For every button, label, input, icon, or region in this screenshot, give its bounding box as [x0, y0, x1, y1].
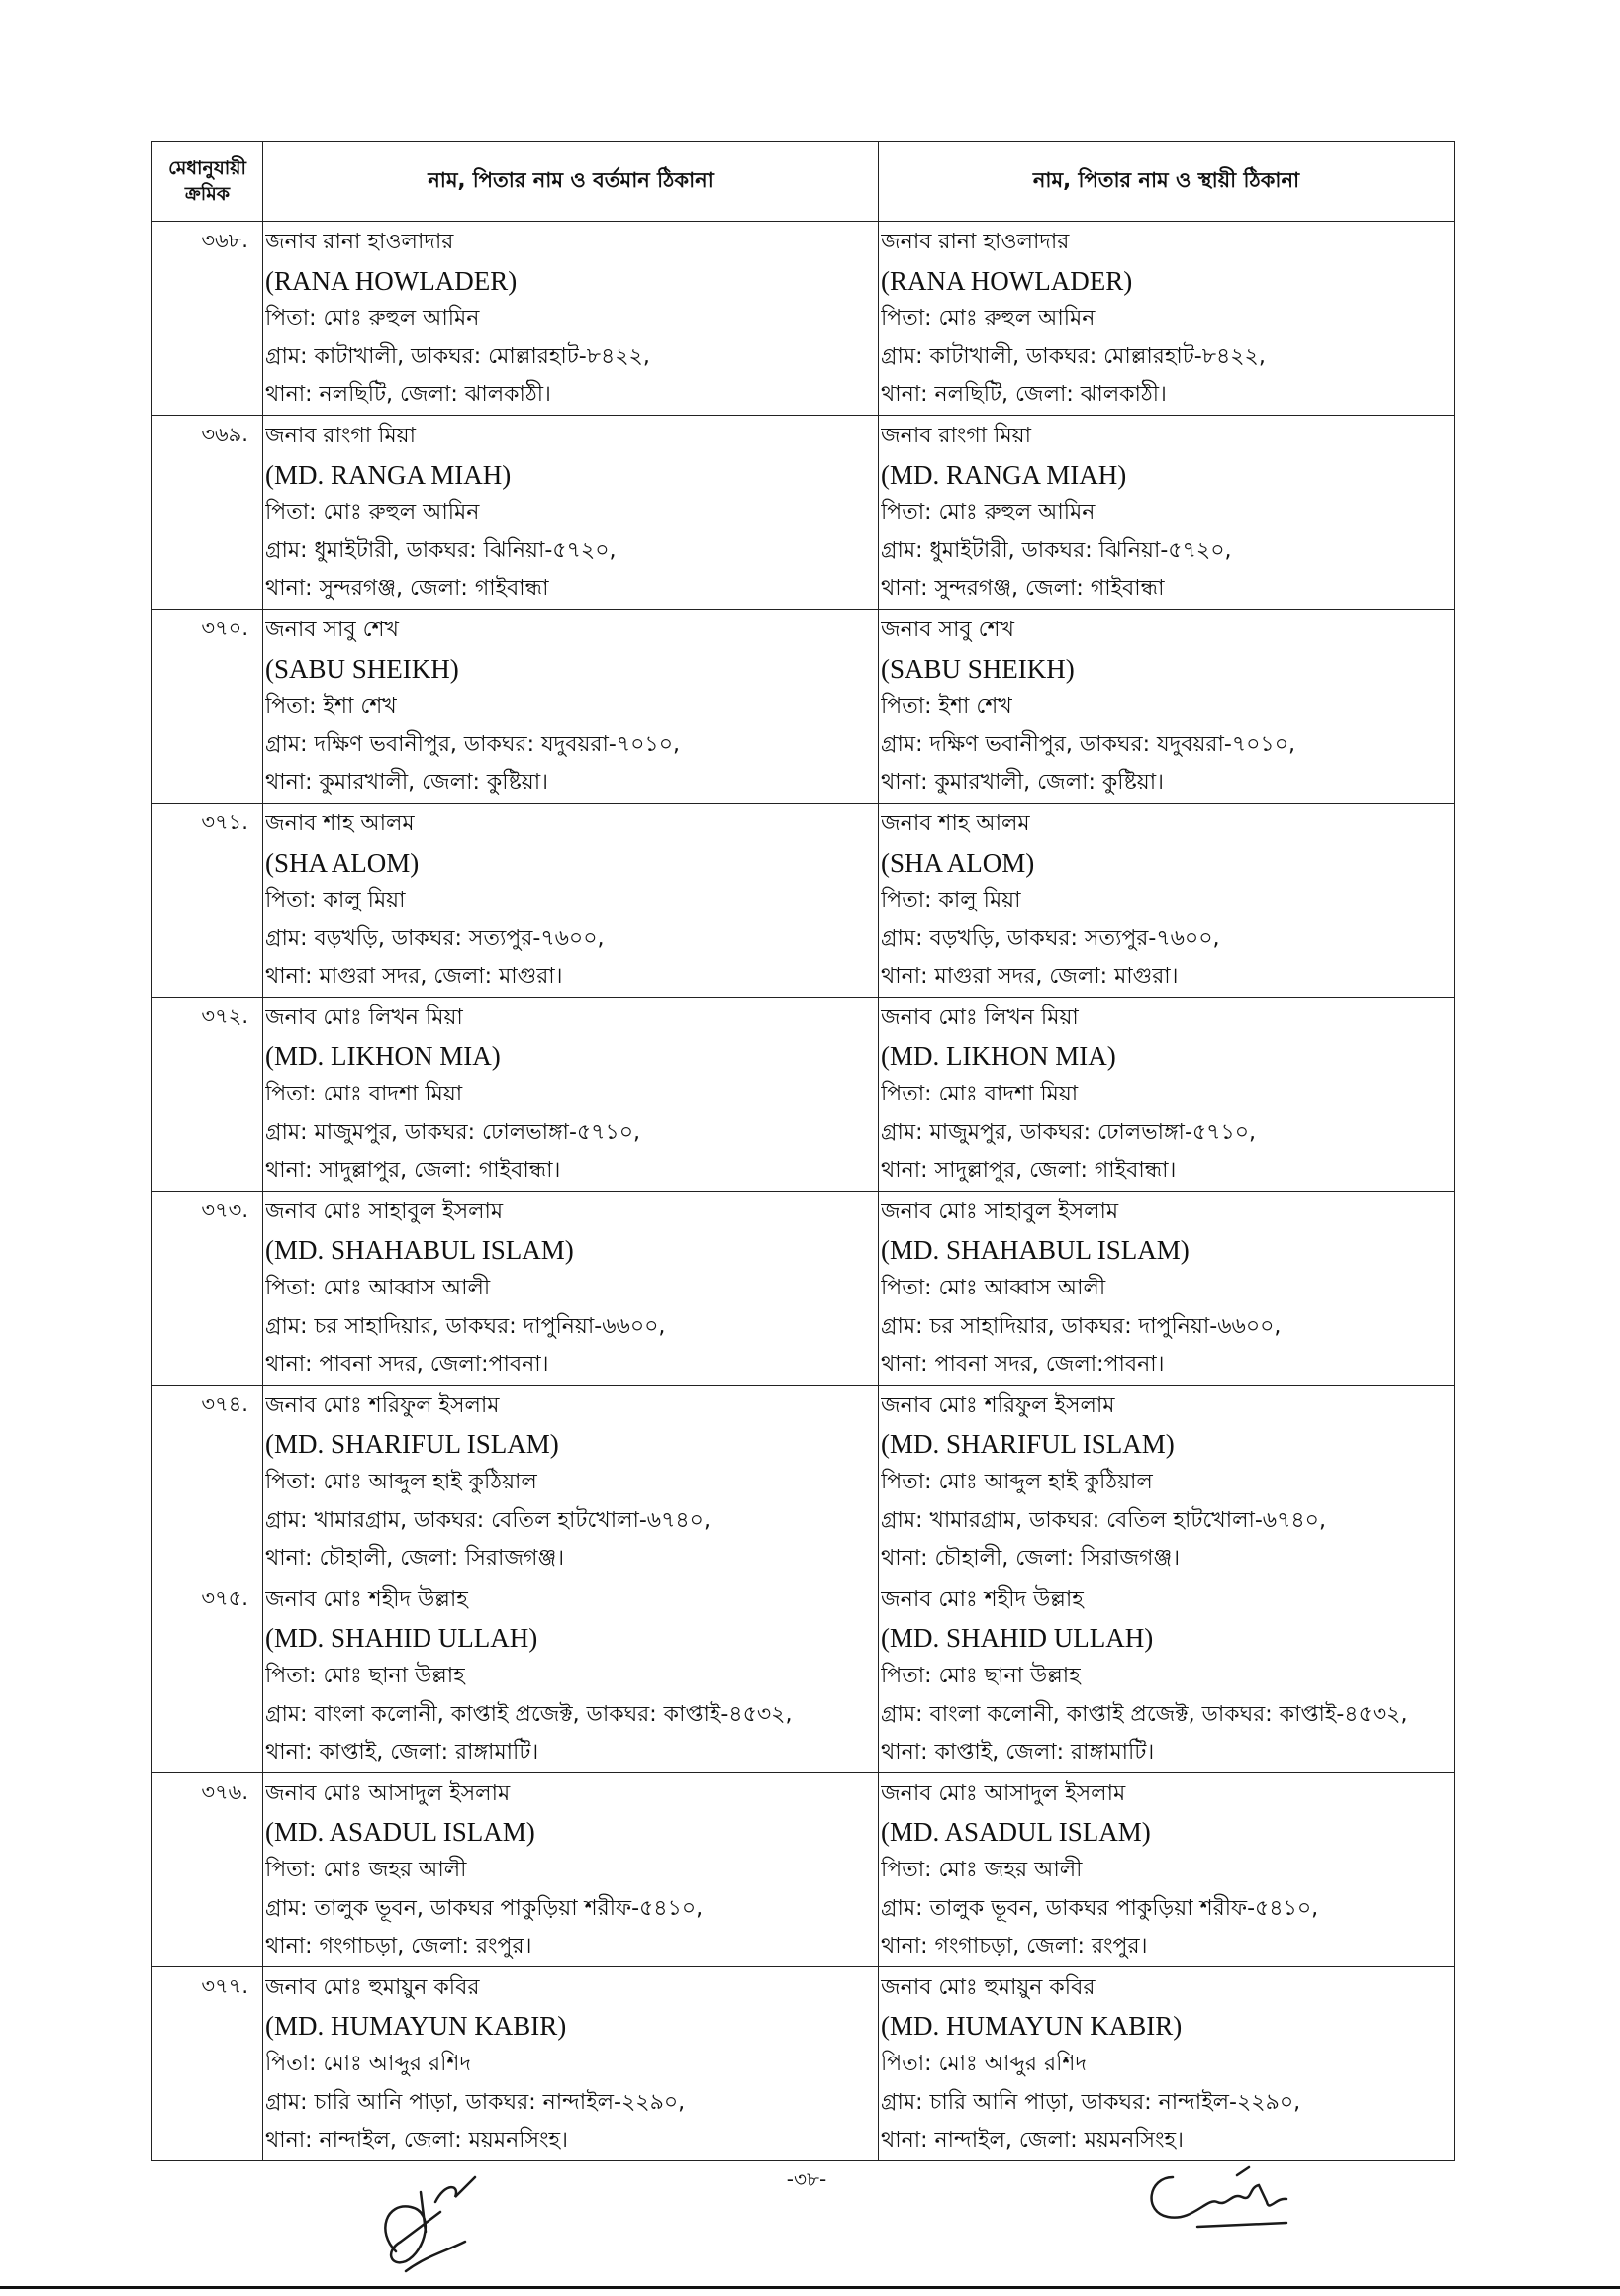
right-signature — [1138, 2157, 1306, 2237]
current-address-line: জনাব সাবু শেখ — [265, 617, 399, 642]
current-address-line: (MD. RANGA MIAH) — [265, 459, 512, 490]
page-number: -৩৮- — [786, 2167, 827, 2191]
current-address-line: পিতা: মোঃ আব্দুল হাই কুঠিয়াল — [265, 1470, 537, 1494]
permanent-address-line: গ্রাম: চারি আনি পাড়া, ডাকঘর: নান্দাইল-২২৯০, — [881, 2089, 1301, 2115]
permanent-address-line: গ্রাম: চর সাহাদিয়ার, ডাকঘর: দাপুনিয়া-৬৬০০, — [881, 1313, 1282, 1339]
current-address-line: গ্রাম: দক্ষিণ ভবানীপুর, ডাকঘর: যদুবয়রা-৭০১০, — [265, 731, 681, 757]
permanent-address-line: (SABU SHEIKH) — [881, 653, 1075, 684]
permanent-address-line: পিতা: মোঃ আব্বাস আলী — [881, 1276, 1106, 1301]
current-address-line: (MD. SHAHABUL ISLAM) — [265, 1235, 574, 1266]
permanent-address-line: জনাব মোঃ শরিফুল ইসলাম — [881, 1392, 1115, 1418]
permanent-address-line: (MD. LIKHON MIA) — [881, 1041, 1116, 1072]
current-address-line: (MD. LIKHON MIA) — [265, 1041, 501, 1072]
current-address-line: গ্রাম: চর সাহাদিয়ার, ডাকঘর: দাপুনিয়া-৬৬০০, — [265, 1313, 666, 1339]
header-serial-line-2: ক্রমিক — [184, 183, 231, 205]
permanent-address-line: জনাব মোঃ হুমায়ুন কবির — [881, 1974, 1096, 2000]
permanent-address-line: (MD. ASADUL ISLAM) — [881, 1817, 1151, 1848]
table-row — [152, 1772, 1455, 1966]
permanent-address-line: জনাব রাংগা মিয়া — [881, 423, 1032, 448]
current-address-line: গ্রাম: চারি আনি পাড়া, ডাকঘর: নান্দাইল-২২৯০, — [265, 2089, 686, 2115]
table-row — [152, 609, 1455, 803]
permanent-address-line: (MD. HUMAYUN KABIR) — [881, 2011, 1183, 2042]
table-row — [152, 222, 1455, 416]
current-address-line: জনাব মোঃ আসাদুল ইসলাম — [265, 1780, 511, 1806]
permanent-address-line: পিতা: কালু মিয়া — [881, 888, 1021, 913]
current-address-line: থানা: নলছিটি, জেলা: ঝালকাঠী। — [265, 382, 551, 408]
current-address-line: (MD. HUMAYUN KABIR) — [265, 2011, 567, 2042]
current-address-cell — [263, 1966, 879, 2160]
current-address-line: পিতা: মোঃ জহর আলী — [265, 1857, 467, 1882]
current-address-line: থানা: সাদুল্লাপুর, জেলা: গাইবান্ধা। — [265, 1158, 561, 1184]
current-address-line: থানা: সুন্দরগঞ্জ, জেলা: গাইবান্ধা — [265, 576, 549, 602]
serial-cell: ৩৭৭. — [152, 1966, 263, 2160]
permanent-address-cell — [879, 1191, 1455, 1385]
current-address-line: গ্রাম: ধুমাইটারী, ডাকঘর: ঝিনিয়া-৫৭২০, — [265, 537, 617, 563]
candidate-list-table — [151, 141, 1455, 2161]
current-address-cell — [263, 1385, 879, 1578]
permanent-address-line: পিতা: মোঃ ছানা উল্লাহ — [881, 1663, 1081, 1688]
current-address-line: গ্রাম: বড়খড়ি, ডাকঘর: সত্যপুর-৭৬০০, — [265, 925, 605, 951]
current-address-line: গ্রাম: বাংলা কলোনী, কাপ্তাই প্রজেক্ট, ডাকঘর: কাপ্তাই-৪৫৩২, — [265, 1701, 793, 1727]
permanent-address-line: (MD. SHAHABUL ISLAM) — [881, 1235, 1190, 1266]
current-address-line: থানা: গংগাচড়া, জেলা: রংপুর। — [265, 1934, 532, 1960]
current-address-line: জনাব মোঃ শরিফুল ইসলাম — [265, 1392, 500, 1418]
permanent-address-line: জনাব মোঃ শহীদ উল্লাহ — [881, 1586, 1084, 1612]
permanent-address-line: জনাব মোঃ সাহাবুল ইসলাম — [881, 1198, 1119, 1224]
current-address-cell — [263, 1772, 879, 1966]
permanent-address-cell — [879, 222, 1455, 416]
current-address-line: (RANA HOWLADER) — [265, 265, 518, 296]
permanent-address-cell — [879, 1772, 1455, 1966]
table-row — [152, 1578, 1455, 1772]
permanent-address-line: থানা: চৌহালী, জেলা: সিরাজগঞ্জ। — [881, 1546, 1181, 1572]
permanent-address-cell — [879, 1966, 1455, 2160]
current-address-line: (SHA ALOM) — [265, 847, 420, 878]
permanent-address-line: থানা: সুন্দরগঞ্জ, জেলা: গাইবান্ধা — [881, 576, 1165, 602]
permanent-address-cell — [879, 997, 1455, 1191]
header-serial-line-1: মেধানুযায়ী — [168, 157, 246, 179]
permanent-address-line: গ্রাম: বাংলা কলোনী, কাপ্তাই প্রজেক্ট, ডাকঘর: কাপ্তাই-৪৫৩২, — [881, 1701, 1408, 1727]
current-address-line: (MD. ASADUL ISLAM) — [265, 1817, 535, 1848]
permanent-address-line: জনাব শাহ আলম — [881, 811, 1030, 836]
current-address-line: পিতা: মোঃ রুহুল আমিন — [265, 306, 480, 332]
permanent-address-line: পিতা: ইশা শেখ — [881, 694, 1012, 719]
current-address-line: পিতা: মোঃ আব্দুর রশিদ — [265, 2051, 471, 2076]
table-header-row — [152, 142, 1455, 222]
left-signature — [366, 2172, 505, 2281]
table-row — [152, 1385, 1455, 1578]
permanent-address-line: গ্রাম: খামারগ্রাম, ডাকঘর: বেতিল হাটখোলা-৬৭৪০, — [881, 1507, 1326, 1533]
footer-rule — [0, 2286, 1620, 2289]
permanent-address-line: গ্রাম: বড়খড়ি, ডাকঘর: সত্যপুর-৭৬০০, — [881, 925, 1220, 951]
permanent-address-cell — [879, 415, 1455, 609]
current-address-line: জনাব মোঃ হুমায়ুন কবির — [265, 1974, 480, 2000]
permanent-address-cell — [879, 1385, 1455, 1578]
permanent-address-line: থানা: গংগাচড়া, জেলা: রংপুর। — [881, 1934, 1148, 1960]
serial-cell: ৩৭৬. — [152, 1772, 263, 1966]
current-address-line: থানা: পাবনা সদর, জেলা:পাবনা। — [265, 1352, 549, 1378]
permanent-address-line: পিতা: মোঃ জহর আলী — [881, 1857, 1083, 1882]
table-row — [152, 1191, 1455, 1385]
permanent-address-line: (MD. SHAHID ULLAH) — [881, 1623, 1154, 1654]
permanent-address-cell — [879, 609, 1455, 803]
current-address-line: (MD. SHAHID ULLAH) — [265, 1623, 538, 1654]
permanent-address-line: পিতা: মোঃ রুহুল আমিন — [881, 500, 1096, 526]
serial-cell: ৩৭৫. — [152, 1578, 263, 1772]
header-serial — [152, 142, 263, 222]
permanent-address-line: (MD. RANGA MIAH) — [881, 459, 1127, 490]
current-address-cell — [263, 415, 879, 609]
serial-cell: ৩৬৮. — [152, 222, 263, 416]
current-address-cell — [263, 803, 879, 997]
current-address-line: জনাব মোঃ শহীদ উল্লাহ — [265, 1586, 468, 1612]
current-address-line: (MD. SHARIFUL ISLAM) — [265, 1429, 559, 1460]
current-address-cell — [263, 222, 879, 416]
current-address-line: গ্রাম: কাটাখালী, ডাকঘর: মোল্লারহাট-৮৪২২, — [265, 343, 650, 369]
permanent-address-line: জনাব মোঃ লিখন মিয়া — [881, 1004, 1079, 1030]
serial-cell: ৩৭৪. — [152, 1385, 263, 1578]
current-address-line: পিতা: মোঃ বাদশা মিয়া — [265, 1082, 463, 1107]
current-address-cell — [263, 1578, 879, 1772]
header-permanent-address: নাম, পিতার নাম ও স্থায়ী ঠিকানা — [879, 142, 1455, 222]
permanent-address-cell — [879, 1578, 1455, 1772]
table-row — [152, 415, 1455, 609]
current-address-line: থানা: কুমারখালী, জেলা: কুষ্টিয়া। — [265, 770, 548, 796]
current-address-line: থানা: কাপ্তাই, জেলা: রাঙ্গামাটি। — [265, 1740, 539, 1766]
serial-cell: ৩৭৩. — [152, 1191, 263, 1385]
current-address-line: জনাব রানা হাওলাদার — [265, 230, 454, 254]
current-address-line: জনাব মোঃ সাহাবুল ইসলাম — [265, 1198, 504, 1224]
table-row — [152, 997, 1455, 1191]
permanent-address-line: গ্রাম: কাটাখালী, ডাকঘর: মোল্লারহাট-৮৪২২, — [881, 343, 1266, 369]
permanent-address-line: জনাব রানা হাওলাদার — [881, 230, 1070, 254]
permanent-address-line: গ্রাম: ধুমাইটারী, ডাকঘর: ঝিনিয়া-৫৭২০, — [881, 537, 1232, 563]
serial-cell: ৩৭১. — [152, 803, 263, 997]
serial-cell: ৩৭২. — [152, 997, 263, 1191]
current-address-line: গ্রাম: তালুক ভূবন, ডাকঘর পাকুড়িয়া শরীফ-৫৪১০, — [265, 1895, 704, 1921]
table-row — [152, 803, 1455, 997]
permanent-address-line: থানা: নান্দাইল, জেলা: ময়মনসিংহ। — [881, 2128, 1184, 2153]
permanent-address-line: থানা: মাগুরা সদর, জেলা: মাগুরা। — [881, 964, 1179, 990]
current-address-cell — [263, 997, 879, 1191]
table-row — [152, 1966, 1455, 2160]
serial-cell: ৩৭০. — [152, 609, 263, 803]
permanent-address-line: থানা: কুমারখালী, জেলা: কুষ্টিয়া। — [881, 770, 1164, 796]
current-address-cell — [263, 1191, 879, 1385]
permanent-address-line: গ্রাম: তালুক ভূবন, ডাকঘর পাকুড়িয়া শরীফ-৫৪১০, — [881, 1895, 1319, 1921]
current-address-line: থানা: চৌহালী, জেলা: সিরাজগঞ্জ। — [265, 1546, 565, 1572]
permanent-address-line: গ্রাম: দক্ষিণ ভবানীপুর, ডাকঘর: যদুবয়রা-৭০১০, — [881, 731, 1296, 757]
current-address-cell — [263, 609, 879, 803]
current-address-line: পিতা: মোঃ রুহুল আমিন — [265, 500, 480, 526]
permanent-address-line: (SHA ALOM) — [881, 847, 1035, 878]
permanent-address-line: থানা: পাবনা সদর, জেলা:পাবনা। — [881, 1352, 1165, 1378]
current-address-line: থানা: মাগুরা সদর, জেলা: মাগুরা। — [265, 964, 563, 990]
permanent-address-line: (MD. SHARIFUL ISLAM) — [881, 1429, 1175, 1460]
permanent-address-line: পিতা: মোঃ বাদশা মিয়া — [881, 1082, 1079, 1107]
serial-cell: ৩৬৯. — [152, 415, 263, 609]
current-address-line: পিতা: মোঃ ছানা উল্লাহ — [265, 1663, 465, 1688]
permanent-address-line: পিতা: মোঃ রুহুল আমিন — [881, 306, 1096, 332]
current-address-line: জনাব মোঃ লিখন মিয়া — [265, 1004, 463, 1030]
permanent-address-line: থানা: সাদুল্লাপুর, জেলা: গাইবান্ধা। — [881, 1158, 1177, 1184]
permanent-address-cell — [879, 803, 1455, 997]
current-address-line: গ্রাম: মাজুমপুর, ডাকঘর: ঢোলভাঙ্গা-৫৭১০, — [265, 1119, 641, 1145]
current-address-line: থানা: নান্দাইল, জেলা: ময়মনসিংহ। — [265, 2128, 568, 2153]
current-address-line: পিতা: মোঃ আব্বাস আলী — [265, 1276, 491, 1301]
permanent-address-line: থানা: নলছিটি, জেলা: ঝালকাঠী। — [881, 382, 1167, 408]
current-address-line: জনাব শাহ আলম — [265, 811, 415, 836]
permanent-address-line: গ্রাম: মাজুমপুর, ডাকঘর: ঢোলভাঙ্গা-৫৭১০, — [881, 1119, 1257, 1145]
current-address-line: (SABU SHEIKH) — [265, 653, 459, 684]
permanent-address-line: পিতা: মোঃ আব্দুর রশিদ — [881, 2051, 1087, 2076]
current-address-line: গ্রাম: খামারগ্রাম, ডাকঘর: বেতিল হাটখোলা-৬৭৪০, — [265, 1507, 711, 1533]
permanent-address-line: জনাব মোঃ আসাদুল ইসলাম — [881, 1780, 1126, 1806]
permanent-address-line: (RANA HOWLADER) — [881, 265, 1133, 296]
permanent-address-line: পিতা: মোঃ আব্দুল হাই কুঠিয়াল — [881, 1470, 1153, 1494]
current-address-line: পিতা: ইশা শেখ — [265, 694, 397, 719]
header-current-address: নাম, পিতার নাম ও বর্তমান ঠিকানা — [263, 142, 879, 222]
permanent-address-line: জনাব সাবু শেখ — [881, 617, 1014, 642]
permanent-address-line: থানা: কাপ্তাই, জেলা: রাঙ্গামাটি। — [881, 1740, 1155, 1766]
current-address-line: জনাব রাংগা মিয়া — [265, 423, 417, 448]
table-body — [152, 222, 1455, 2161]
current-address-line: পিতা: কালু মিয়া — [265, 888, 406, 913]
